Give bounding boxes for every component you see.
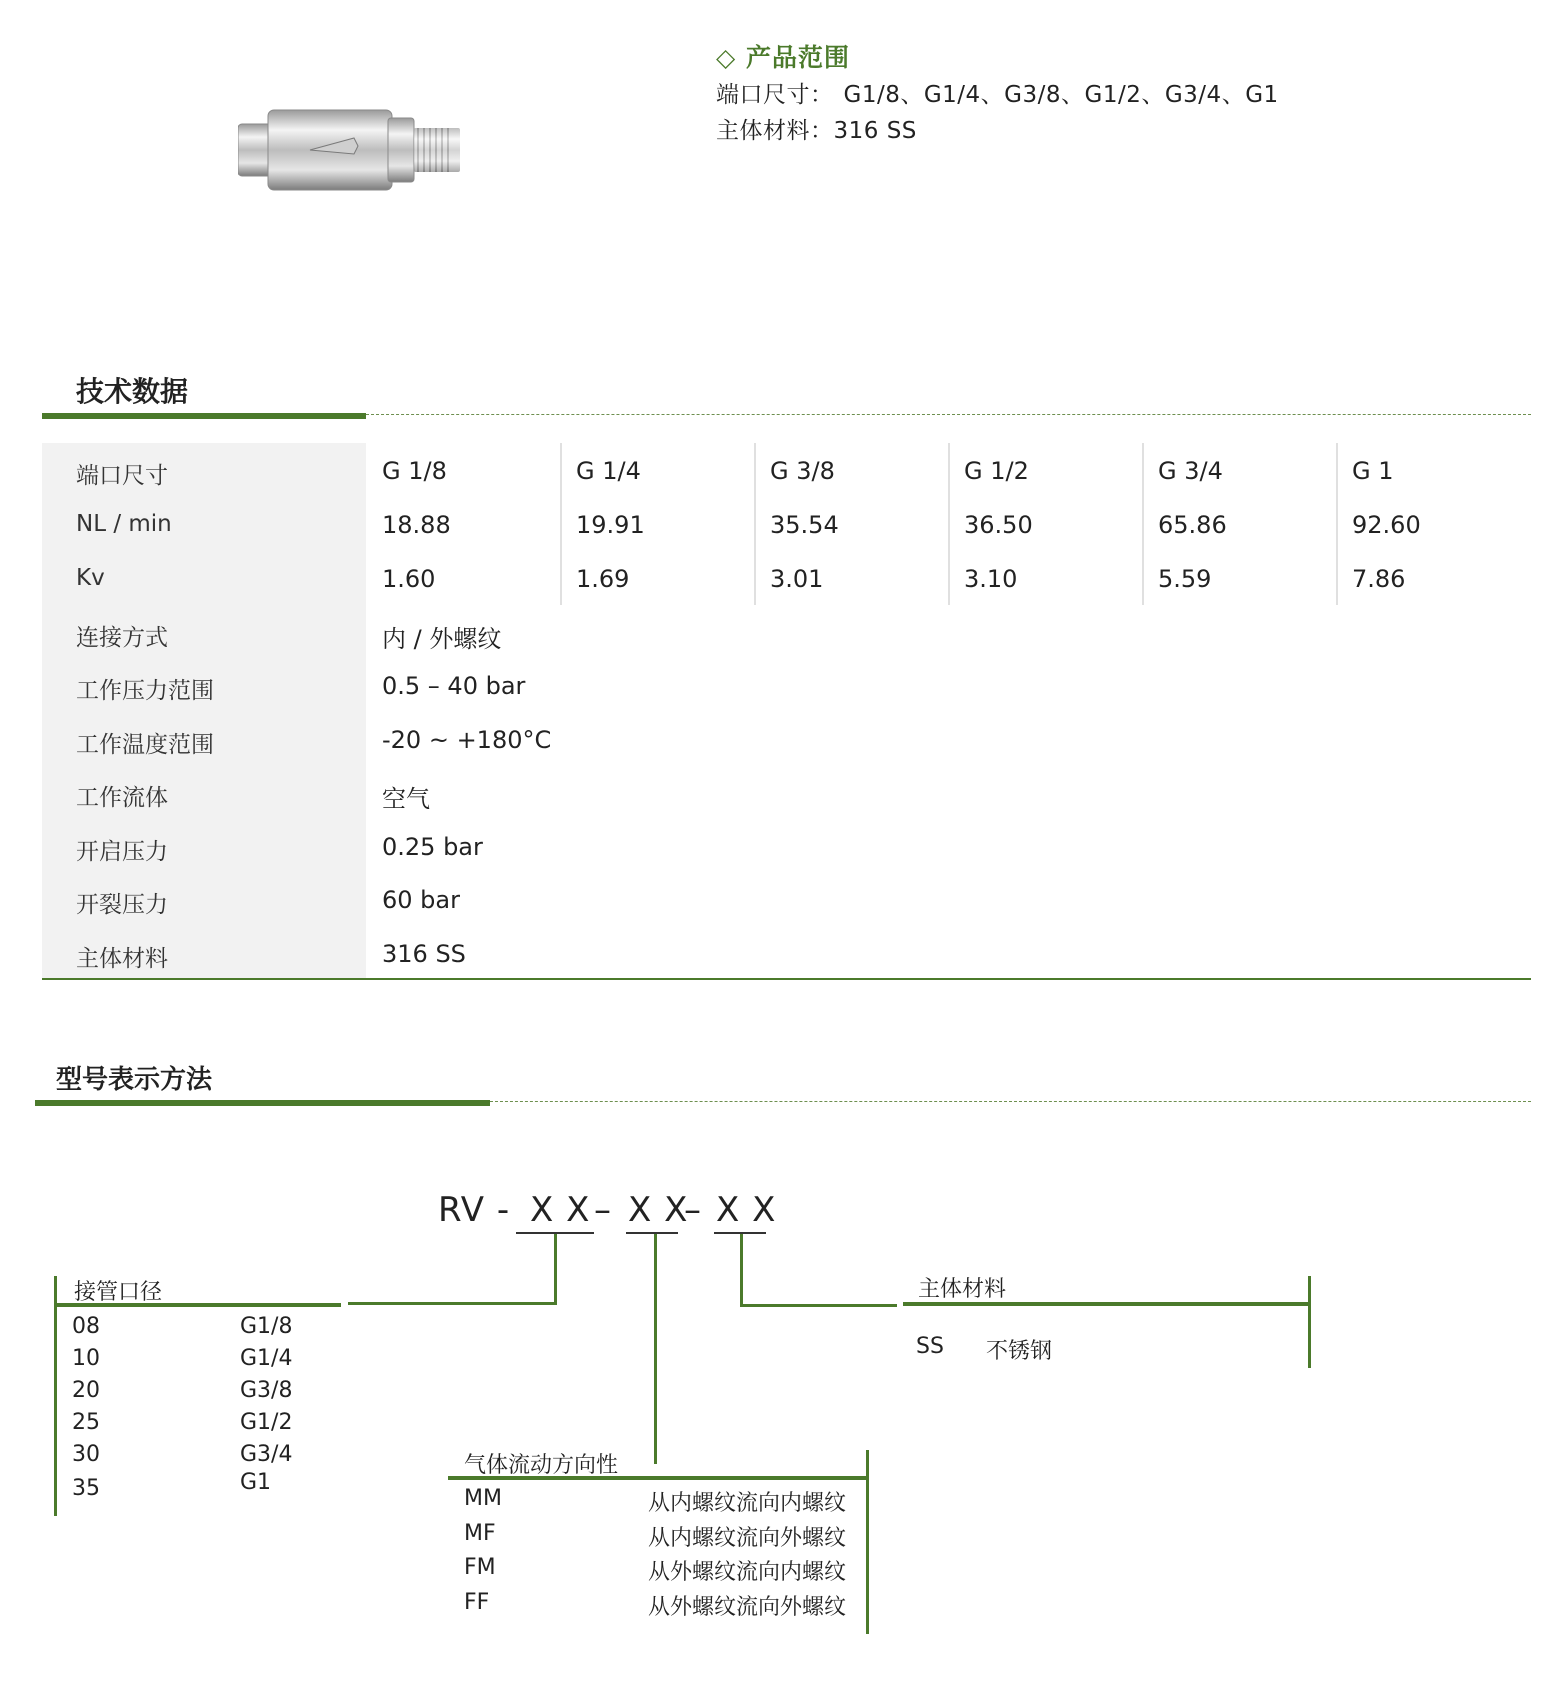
kv-cell: 3.01 xyxy=(770,565,824,593)
segment-underline xyxy=(626,1232,678,1234)
port-option-desc: G1 xyxy=(240,1470,272,1495)
ports-value: G1/8、G1/4、G3/8、G1/2、G3/4、G1 xyxy=(843,82,1279,108)
material-group-bracket xyxy=(1308,1276,1311,1368)
direction-option-code: FF xyxy=(464,1590,490,1615)
row-label-kv: Kv xyxy=(76,565,105,591)
port-option-code: 35 xyxy=(72,1476,100,1501)
row-label-flow: NL / min xyxy=(76,511,172,537)
size-cell: G 3/4 xyxy=(1158,457,1223,485)
direction-group-bracket xyxy=(866,1450,869,1634)
flow-cell: 36.50 xyxy=(964,511,1033,539)
port-group-title: 接管口径 xyxy=(74,1280,163,1305)
row-label-medium: 工作流体 xyxy=(76,785,168,811)
model-code-dashed-rule xyxy=(490,1101,1531,1102)
flow-cell: 18.88 xyxy=(382,511,451,539)
flow-cell: 65.86 xyxy=(1158,511,1227,539)
flow-cell: 92.60 xyxy=(1352,511,1421,539)
direction-option-code: MM xyxy=(464,1486,502,1511)
material-connector xyxy=(740,1234,743,1306)
material-connector xyxy=(740,1304,897,1307)
model-dash: – xyxy=(594,1190,612,1230)
spec-table xyxy=(42,443,1531,980)
size-cell: G 1/8 xyxy=(382,457,447,485)
direction-option-desc: 从内螺纹流向内螺纹 xyxy=(648,1491,847,1516)
product-range-material xyxy=(716,112,917,145)
model-code-rule xyxy=(35,1100,490,1106)
port-option-desc: G1/8 xyxy=(240,1314,293,1339)
size-cell: G 3/8 xyxy=(770,457,835,485)
column-separator xyxy=(1336,443,1338,605)
column-separator xyxy=(1142,443,1144,605)
flow-cell: 35.54 xyxy=(770,511,839,539)
port-connector xyxy=(554,1234,557,1304)
port-option-code: 20 xyxy=(72,1378,100,1403)
port-option-code: 25 xyxy=(72,1410,100,1435)
row-value-body-material: 316 SS xyxy=(382,940,466,968)
port-connector xyxy=(348,1302,557,1305)
direction-option-desc: 从内螺纹流向外螺纹 xyxy=(648,1526,847,1551)
row-value-medium: 空气 xyxy=(382,785,430,813)
column-separator xyxy=(754,443,756,605)
tech-data-dashed-rule xyxy=(366,414,1531,415)
direction-connector xyxy=(654,1234,657,1464)
tech-data-rule xyxy=(42,413,366,419)
size-cell: G 1/2 xyxy=(964,457,1029,485)
column-separator xyxy=(948,443,950,605)
port-option-code: 30 xyxy=(72,1442,100,1467)
port-group-bracket xyxy=(54,1276,57,1516)
direction-option-code: MF xyxy=(464,1521,496,1546)
row-label-temperature: 工作温度范围 xyxy=(76,732,214,758)
row-label-port-size: 端口尺寸 xyxy=(76,463,168,489)
port-option-desc: G1/4 xyxy=(240,1346,293,1371)
column-separator xyxy=(560,443,562,605)
product-range-ports xyxy=(716,76,1279,109)
tech-data-title: 技术数据 xyxy=(76,375,189,408)
row-value-temperature: -20 ~ +180°C xyxy=(382,726,552,754)
product-image xyxy=(238,92,468,200)
row-value-burst-pressure: 60 bar xyxy=(382,886,460,914)
model-segment-direction: X X xyxy=(628,1190,689,1230)
port-option-desc: G3/4 xyxy=(240,1442,293,1467)
kv-cell: 5.59 xyxy=(1158,565,1212,593)
flow-cell: 19.91 xyxy=(576,511,645,539)
model-prefix: RV - xyxy=(438,1190,511,1230)
product-range-title: ◇ 产品范围 xyxy=(716,43,850,72)
size-cell: G 1 xyxy=(1352,457,1394,485)
kv-cell: 3.10 xyxy=(964,565,1018,593)
kv-cell: 7.86 xyxy=(1352,565,1406,593)
port-option-code: 08 xyxy=(72,1314,100,1339)
material-option-code: SS xyxy=(916,1334,944,1359)
material-group-title: 主体材料 xyxy=(918,1277,1007,1302)
model-dash: – xyxy=(684,1190,702,1230)
direction-option-code: FM xyxy=(464,1555,496,1580)
row-label-burst-pressure: 开裂压力 xyxy=(76,892,168,918)
material-value: 316 SS xyxy=(833,118,917,144)
row-value-cracking-pressure: 0.25 bar xyxy=(382,833,483,861)
row-label-cracking-pressure: 开启压力 xyxy=(76,839,168,865)
spec-table-bottom-rule xyxy=(42,978,1531,980)
material-label: 主体材料： xyxy=(716,118,834,144)
model-segment-port: X X xyxy=(530,1190,591,1230)
row-value-pressure-range: 0.5 – 40 bar xyxy=(382,672,526,700)
port-option-desc: G1/2 xyxy=(240,1410,293,1435)
kv-cell: 1.69 xyxy=(576,565,630,593)
row-label-body-material: 主体材料 xyxy=(76,946,168,972)
direction-group-title: 气体流动方向性 xyxy=(464,1453,619,1478)
row-label-pressure-range: 工作压力范围 xyxy=(76,678,214,704)
row-value-connection: 内 / 外螺纹 xyxy=(382,625,502,653)
kv-cell: 1.60 xyxy=(382,565,436,593)
direction-option-desc: 从外螺纹流向内螺纹 xyxy=(648,1560,847,1585)
row-label-connection: 连接方式 xyxy=(76,625,168,651)
port-option-code: 10 xyxy=(72,1346,100,1371)
diamond-icon: ◇ xyxy=(716,43,746,72)
port-option-desc: G3/8 xyxy=(240,1378,293,1403)
size-cell: G 1/4 xyxy=(576,457,641,485)
ports-label: 端口尺寸： xyxy=(716,82,834,108)
model-code-title: 型号表示方法 xyxy=(56,1065,213,1095)
model-segment-material: X X xyxy=(716,1190,777,1230)
direction-option-desc: 从外螺纹流向外螺纹 xyxy=(648,1595,847,1620)
material-option-desc: 不锈钢 xyxy=(986,1339,1053,1364)
